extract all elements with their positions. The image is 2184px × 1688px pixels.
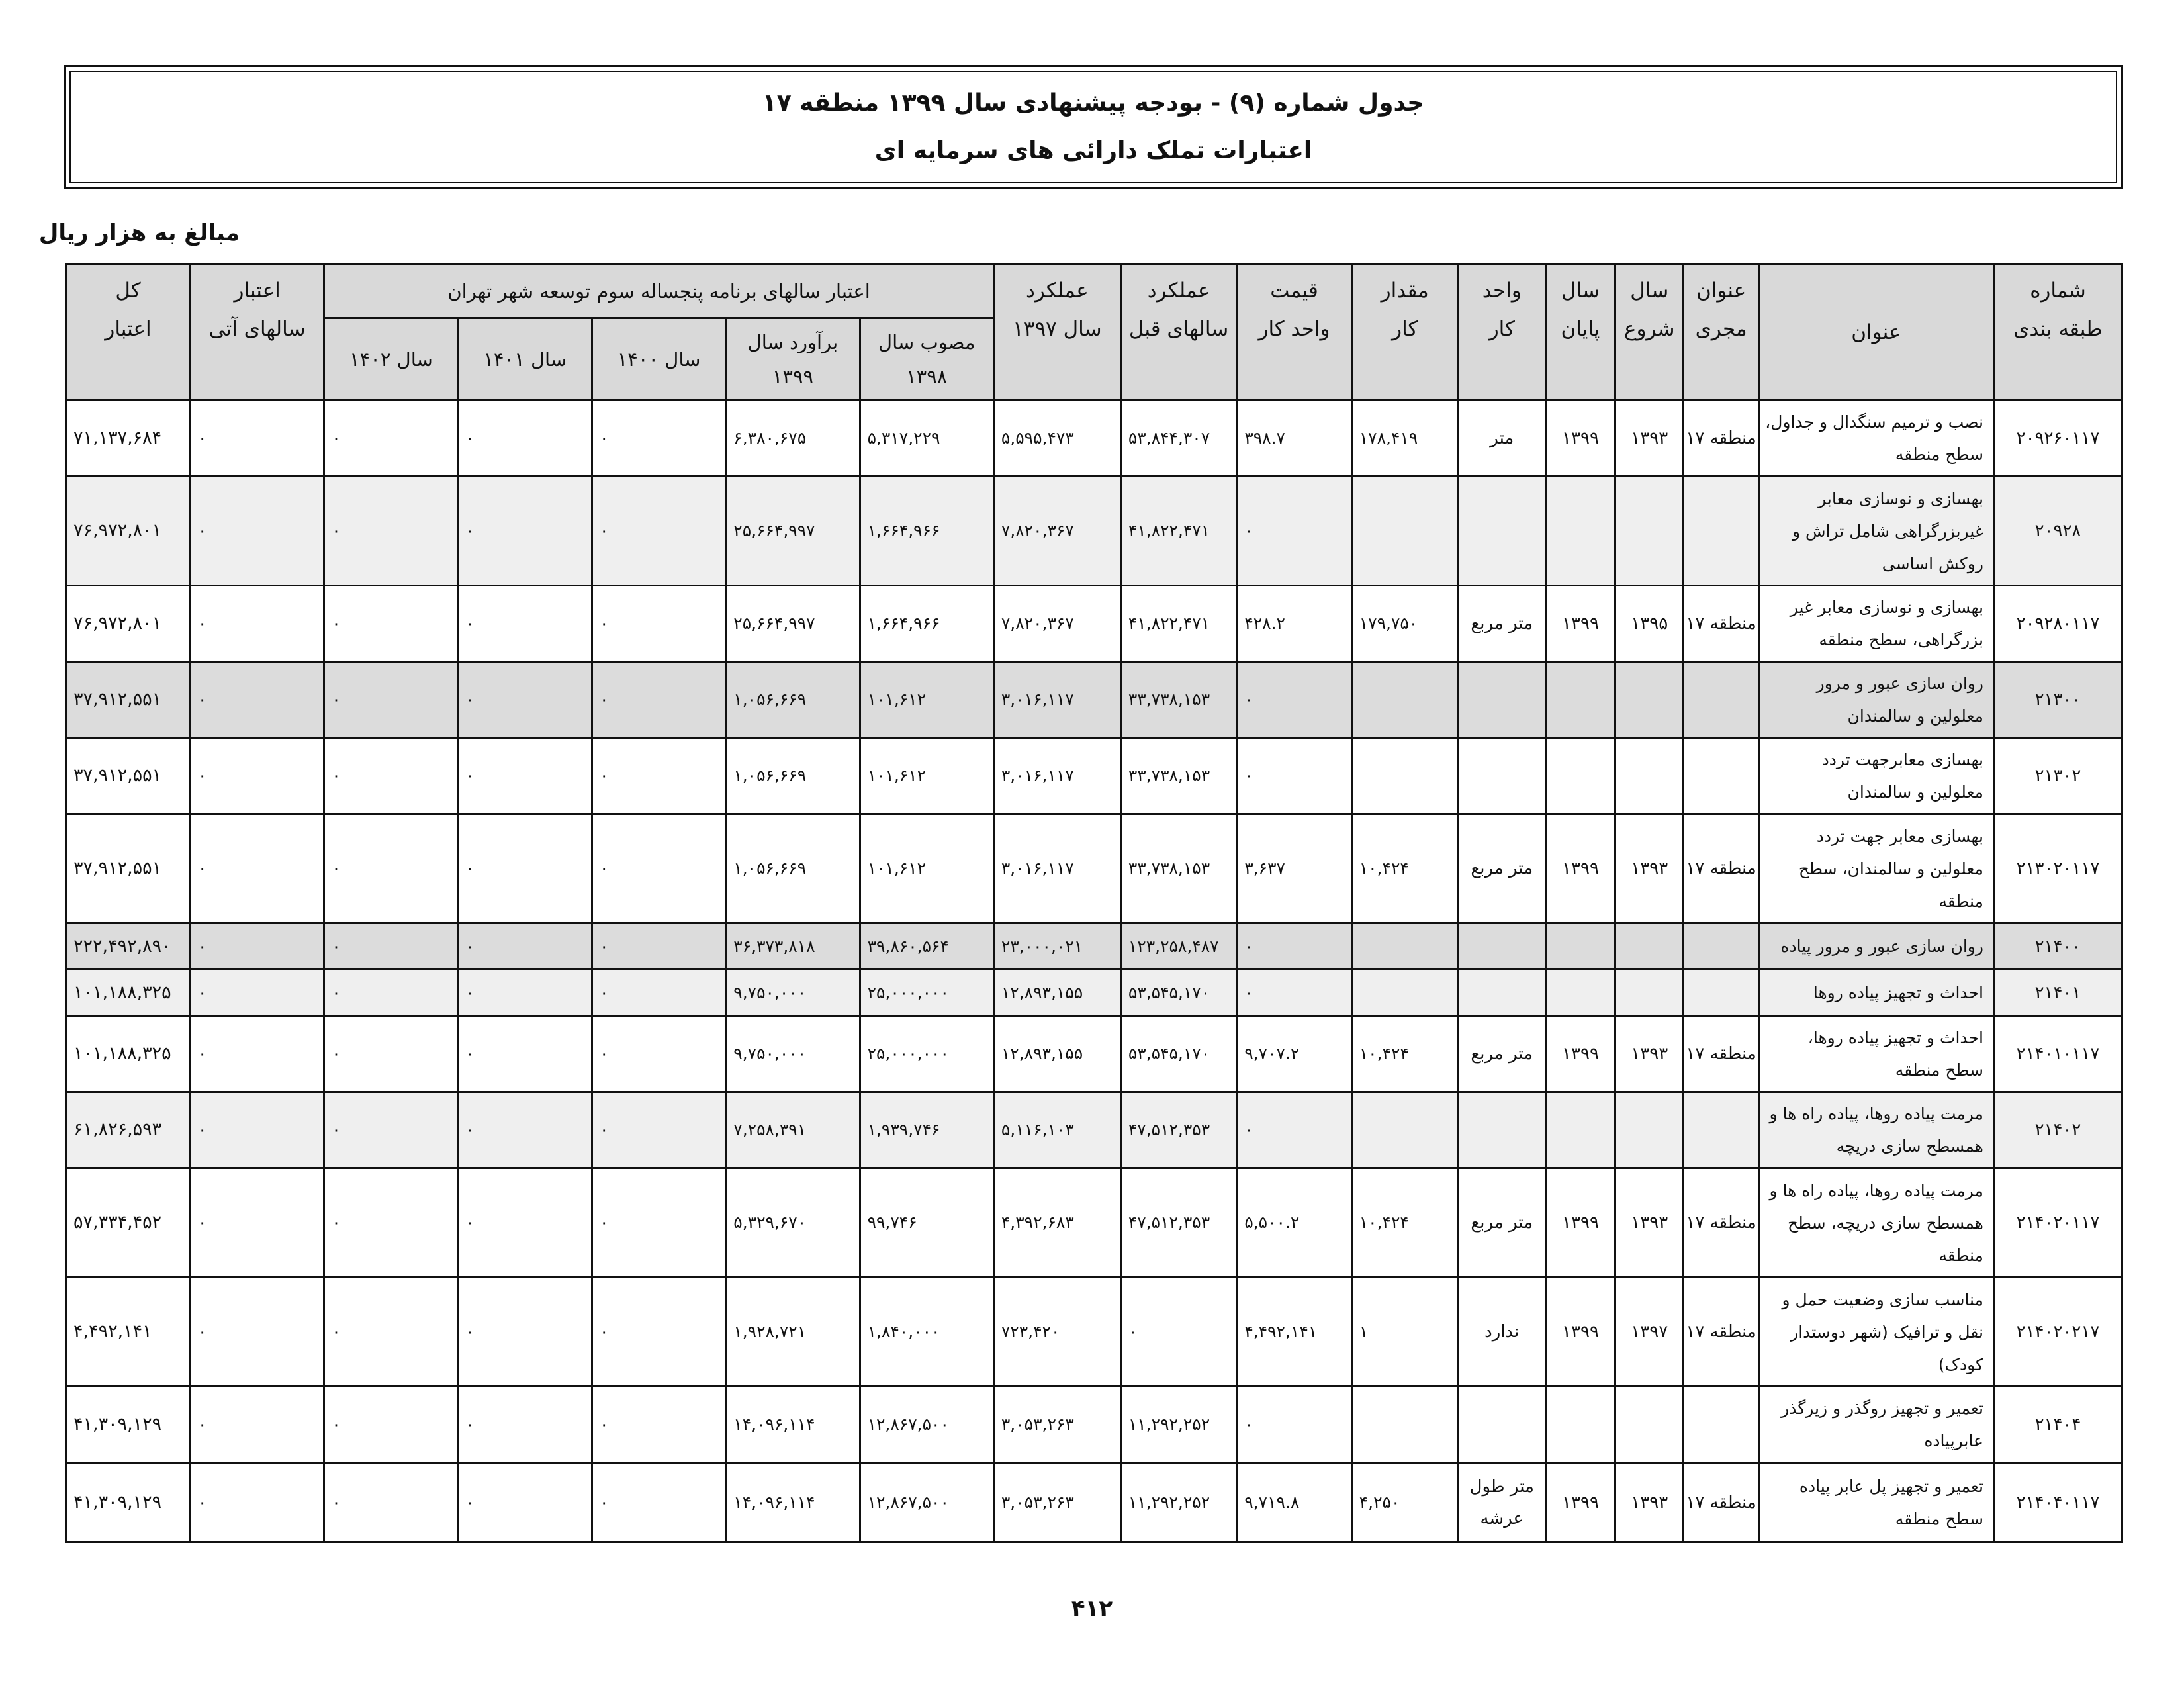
row-quantity: [1351, 1387, 1458, 1463]
row-year-1400: ۰: [592, 1387, 725, 1463]
row-start-year: [1615, 970, 1684, 1016]
header-performance-1397: عملکرد سال ۱۳۹۷: [993, 264, 1120, 400]
row-quantity: [1351, 1092, 1458, 1168]
row-code: ۲۱۴۰۲۰۲۱۷: [1993, 1278, 2122, 1387]
row-quantity: ۱۰,۴۲۴: [1351, 1168, 1458, 1278]
row-performance-1397: ۷,۸۲۰,۳۶۷: [993, 477, 1120, 586]
row-past-performance: ۵۳,۵۴۵,۱۷۰: [1120, 970, 1236, 1016]
row-title: بهسازی معابرجهت تردد معلولین و سالمندان: [1758, 738, 1993, 814]
row-unit-price: ۰: [1237, 923, 1351, 970]
row-performance-1397: ۴,۳۹۲,۶۸۳: [993, 1168, 1120, 1278]
row-end-year: ۱۳۹۹: [1545, 1463, 1615, 1542]
row-approved-1398: ۱۰۱,۶۱۲: [860, 814, 993, 923]
row-approved-1398: ۱,۸۴۰,۰۰۰: [860, 1278, 993, 1387]
row-future-credit: ۰: [191, 477, 324, 586]
row-year-1402: ۰: [324, 477, 458, 586]
row-unit-price: ۹,۷۰۷.۲: [1237, 1016, 1351, 1092]
row-approved-1398: ۹۹,۷۴۶: [860, 1168, 993, 1278]
row-past-performance: ۴۱,۸۲۲,۴۷۱: [1120, 586, 1236, 662]
header-title: عنوان: [1758, 264, 1993, 400]
row-work-unit: متر: [1458, 400, 1545, 477]
row-quantity: ۱۰,۴۲۴: [1351, 814, 1458, 923]
row-code: ۲۱۳۰۲۰۱۱۷: [1993, 814, 2122, 923]
table-row: [66, 400, 2122, 477]
row-quantity: [1351, 923, 1458, 970]
row-executor: [1684, 1387, 1759, 1463]
row-year-1401: ۰: [458, 970, 592, 1016]
row-end-year: ۱۳۹۹: [1545, 814, 1615, 923]
row-year-1402: ۰: [324, 814, 458, 923]
row-future-credit: ۰: [191, 970, 324, 1016]
row-executor: [1684, 738, 1759, 814]
row-past-performance: ۳۳,۷۳۸,۱۵۳: [1120, 662, 1236, 738]
row-year-1402: ۰: [324, 586, 458, 662]
budget-table: [65, 263, 2123, 1543]
row-estimate-1399: ۹,۷۵۰,۰۰۰: [726, 970, 860, 1016]
row-quantity: ۴,۲۵۰: [1351, 1463, 1458, 1542]
row-approved-1398: ۳۹,۸۶۰,۵۶۴: [860, 923, 993, 970]
row-year-1400: ۰: [592, 970, 725, 1016]
header-executor: عنوان مجری: [1684, 264, 1759, 400]
row-code: ۲۰۹۲۶۰۱۱۷: [1993, 400, 2122, 477]
row-end-year: ۱۳۹۹: [1545, 1168, 1615, 1278]
row-end-year: ۱۳۹۹: [1545, 1016, 1615, 1092]
row-year-1401: ۰: [458, 1387, 592, 1463]
row-total-credit: ۴,۴۹۲,۱۴۱: [66, 1278, 191, 1387]
row-approved-1398: ۲۵,۰۰۰,۰۰۰: [860, 1016, 993, 1092]
row-title: مرمت پیاده روها، پیاده راه ها و همسطح سازی دریچه: [1758, 1092, 1993, 1168]
row-past-performance: ۱۲۳,۲۵۸,۴۸۷: [1120, 923, 1236, 970]
row-performance-1397: ۱۲,۸۹۳,۱۵۵: [993, 970, 1120, 1016]
row-end-year: [1545, 923, 1615, 970]
row-performance-1397: ۲۳,۰۰۰,۰۲۱: [993, 923, 1120, 970]
row-work-unit: متر طول عرشه: [1458, 1463, 1545, 1542]
row-work-unit: [1458, 1092, 1545, 1168]
row-unit-price: ۹,۷۱۹.۸: [1237, 1463, 1351, 1542]
row-total-credit: ۷۱,۱۳۷,۶۸۴: [66, 400, 191, 477]
table-body: [66, 400, 2122, 1542]
row-end-year: [1545, 970, 1615, 1016]
table-row: [66, 738, 2122, 814]
row-performance-1397: ۳,۰۱۶,۱۱۷: [993, 814, 1120, 923]
row-estimate-1399: ۳۶,۳۷۳,۸۱۸: [726, 923, 860, 970]
row-start-year: [1615, 662, 1684, 738]
row-performance-1397: ۵,۵۹۵,۴۷۳: [993, 400, 1120, 477]
row-approved-1398: ۱,۶۶۴,۹۶۶: [860, 586, 993, 662]
row-year-1400: ۰: [592, 1168, 725, 1278]
row-year-1402: ۰: [324, 970, 458, 1016]
table-row: [66, 970, 2122, 1016]
row-title: مرمت پیاده روها، پیاده راه ها و همسطح سازی دریچه، سطح منطقه: [1758, 1168, 1993, 1278]
row-year-1402: ۰: [324, 662, 458, 738]
row-year-1402: ۰: [324, 923, 458, 970]
row-title: روان سازی عبور و مرور معلولین و سالمندان: [1758, 662, 1993, 738]
row-total-credit: ۲۲۲,۴۹۲,۸۹۰: [66, 923, 191, 970]
row-total-credit: ۳۷,۹۱۲,۵۵۱: [66, 662, 191, 738]
row-end-year: ۱۳۹۹: [1545, 586, 1615, 662]
row-unit-price: ۰: [1237, 1092, 1351, 1168]
table-row: [66, 1278, 2122, 1387]
table-row: [66, 1168, 2122, 1278]
row-year-1401: ۰: [458, 1278, 592, 1387]
row-future-credit: ۰: [191, 1092, 324, 1168]
row-end-year: [1545, 1387, 1615, 1463]
row-future-credit: ۰: [191, 814, 324, 923]
row-year-1400: ۰: [592, 1463, 725, 1542]
units-note: مبالغ به هزار ریال: [38, 220, 240, 246]
row-year-1400: ۰: [592, 738, 725, 814]
row-approved-1398: ۱۰۱,۶۱۲: [860, 738, 993, 814]
row-total-credit: ۴۱,۳۰۹,۱۲۹: [66, 1463, 191, 1542]
row-code: ۲۱۳۰۰: [1993, 662, 2122, 738]
row-year-1400: ۰: [592, 662, 725, 738]
row-past-performance: ۳۳,۷۳۸,۱۵۳: [1120, 738, 1236, 814]
row-estimate-1399: ۱,۰۵۶,۶۶۹: [726, 662, 860, 738]
table-row: [66, 662, 2122, 738]
row-year-1402: ۰: [324, 1387, 458, 1463]
header-end-year: سال پایان: [1545, 264, 1615, 400]
header-unit-price: قیمت واحد کار: [1237, 264, 1351, 400]
table-row: [66, 1387, 2122, 1463]
header-total-credit: کل اعتبار: [66, 264, 191, 400]
row-year-1401: ۰: [458, 738, 592, 814]
row-unit-price: ۰: [1237, 477, 1351, 586]
row-performance-1397: ۱۲,۸۹۳,۱۵۵: [993, 1016, 1120, 1092]
row-year-1401: ۰: [458, 1092, 592, 1168]
row-title: بهسازی و نوسازی معابر غیر بزرگراهی، سطح منطقه: [1758, 586, 1993, 662]
header-future-credit: اعتبار سالهای آتی: [191, 264, 324, 400]
row-year-1401: ۰: [458, 400, 592, 477]
row-future-credit: ۰: [191, 586, 324, 662]
row-estimate-1399: ۱۴,۰۹۶,۱۱۴: [726, 1387, 860, 1463]
row-year-1402: ۰: [324, 738, 458, 814]
row-unit-price: ۰: [1237, 738, 1351, 814]
row-approved-1398: ۱۲,۸۶۷,۵۰۰: [860, 1463, 993, 1542]
row-start-year: [1615, 923, 1684, 970]
row-unit-price: ۰: [1237, 970, 1351, 1016]
row-future-credit: ۰: [191, 1387, 324, 1463]
row-approved-1398: ۱۲,۸۶۷,۵۰۰: [860, 1387, 993, 1463]
row-title: نصب و ترمیم سنگدال و جداول، سطح منطقه: [1758, 400, 1993, 477]
row-code: ۲۱۳۰۲: [1993, 738, 2122, 814]
row-quantity: [1351, 477, 1458, 586]
row-performance-1397: ۳,۰۵۳,۲۶۳: [993, 1463, 1120, 1542]
row-executor: منطقه ۱۷: [1684, 586, 1759, 662]
row-year-1401: ۰: [458, 1168, 592, 1278]
row-past-performance: ۴۷,۵۱۲,۳۵۳: [1120, 1168, 1236, 1278]
row-start-year: [1615, 738, 1684, 814]
row-total-credit: ۴۱,۳۰۹,۱۲۹: [66, 1387, 191, 1463]
row-quantity: ۱۰,۴۲۴: [1351, 1016, 1458, 1092]
row-estimate-1399: ۷,۲۵۸,۳۹۱: [726, 1092, 860, 1168]
row-code: ۲۱۴۰۱۰۱۱۷: [1993, 1016, 2122, 1092]
row-year-1402: ۰: [324, 400, 458, 477]
row-start-year: ۱۳۹۳: [1615, 814, 1684, 923]
header-past-performance: عملکرد سالهای قبل: [1120, 264, 1236, 400]
row-approved-1398: ۱,۶۶۴,۹۶۶: [860, 477, 993, 586]
row-start-year: ۱۳۹۷: [1615, 1278, 1684, 1387]
row-code: ۲۱۴۰۰: [1993, 923, 2122, 970]
row-approved-1398: ۱۰۱,۶۱۲: [860, 662, 993, 738]
row-start-year: [1615, 1387, 1684, 1463]
row-year-1401: ۰: [458, 1463, 592, 1542]
row-executor: منطقه ۱۷: [1684, 400, 1759, 477]
row-quantity: ۱: [1351, 1278, 1458, 1387]
row-work-unit: ندارد: [1458, 1278, 1545, 1387]
row-future-credit: ۰: [191, 1016, 324, 1092]
row-performance-1397: ۳,۰۱۶,۱۱۷: [993, 738, 1120, 814]
row-start-year: ۱۳۹۳: [1615, 400, 1684, 477]
row-total-credit: ۶۱,۸۲۶,۵۹۳: [66, 1092, 191, 1168]
row-title: تعمیر و تجهیز پل عابر پیاده سطح منطقه: [1758, 1463, 1993, 1542]
row-title: تعمیر و تجهیز روگذر و زیرگذر عابرپیاده: [1758, 1387, 1993, 1463]
row-quantity: ۱۷۸,۴۱۹: [1351, 400, 1458, 477]
row-executor: منطقه ۱۷: [1684, 1168, 1759, 1278]
row-executor: [1684, 662, 1759, 738]
table-title: جدول شماره (۹) - بودجه پیشنهادی سال ۱۳۹۹ منطقه ۱۷: [762, 89, 1425, 117]
row-year-1401: ۰: [458, 586, 592, 662]
row-future-credit: ۰: [191, 662, 324, 738]
row-work-unit: متر مربع: [1458, 586, 1545, 662]
row-end-year: ۱۳۹۹: [1545, 1278, 1615, 1387]
row-quantity: [1351, 662, 1458, 738]
header-estimate-1399: برآورد سال ۱۳۹۹: [726, 318, 860, 400]
row-unit-price: ۵,۵۰۰.۲: [1237, 1168, 1351, 1278]
row-year-1400: ۰: [592, 586, 725, 662]
row-code: ۲۰۹۲۸۰۱۱۷: [1993, 586, 2122, 662]
row-title: بهسازی و نوسازی معابر غیربزرگراهی شامل تراش و روکش اساسی: [1758, 477, 1993, 586]
row-unit-price: ۴,۴۹۲,۱۴۱: [1237, 1278, 1351, 1387]
row-year-1400: ۰: [592, 1016, 725, 1092]
header-year-1400: سال ۱۴۰۰: [592, 318, 725, 400]
header-work-unit: واحد کار: [1458, 264, 1545, 400]
row-future-credit: ۰: [191, 400, 324, 477]
row-year-1402: ۰: [324, 1168, 458, 1278]
row-year-1400: ۰: [592, 923, 725, 970]
row-estimate-1399: ۵,۳۲۹,۶۷۰: [726, 1168, 860, 1278]
table-row: [66, 1016, 2122, 1092]
row-past-performance: ۰: [1120, 1278, 1236, 1387]
row-title: بهسازی معابر جهت تردد معلولین و سالمندان، سطح منطقه: [1758, 814, 1993, 923]
row-year-1401: ۰: [458, 1016, 592, 1092]
row-future-credit: ۰: [191, 1168, 324, 1278]
header-quantity: مقدار کار: [1351, 264, 1458, 400]
row-work-unit: [1458, 970, 1545, 1016]
row-future-credit: ۰: [191, 923, 324, 970]
table-subtitle: اعتبارات تملک دارائی های سرمایه ای: [874, 137, 1312, 164]
row-future-credit: ۰: [191, 738, 324, 814]
row-total-credit: ۱۰۱,۱۸۸,۳۲۵: [66, 970, 191, 1016]
row-executor: منطقه ۱۷: [1684, 1278, 1759, 1387]
row-estimate-1399: ۶,۳۸۰,۶۷۵: [726, 400, 860, 477]
row-estimate-1399: ۱,۰۵۶,۶۶۹: [726, 738, 860, 814]
row-total-credit: ۷۶,۹۷۲,۸۰۱: [66, 477, 191, 586]
row-total-credit: ۳۷,۹۱۲,۵۵۱: [66, 738, 191, 814]
row-year-1400: ۰: [592, 1278, 725, 1387]
row-estimate-1399: ۱,۹۲۸,۷۲۱: [726, 1278, 860, 1387]
header-plan-group: اعتبار سالهای برنامه پنجساله سوم توسعه شهر تهران: [324, 264, 994, 318]
row-total-credit: ۷۶,۹۷۲,۸۰۱: [66, 586, 191, 662]
row-year-1401: ۰: [458, 923, 592, 970]
row-approved-1398: ۱,۹۳۹,۷۴۶: [860, 1092, 993, 1168]
row-unit-price: ۰: [1237, 1387, 1351, 1463]
row-past-performance: ۳۳,۷۳۸,۱۵۳: [1120, 814, 1236, 923]
row-approved-1398: ۵,۳۱۷,۲۲۹: [860, 400, 993, 477]
page-number: ۴۱۲: [1071, 1595, 1113, 1622]
row-estimate-1399: ۹,۷۵۰,۰۰۰: [726, 1016, 860, 1092]
row-total-credit: ۱۰۱,۱۸۸,۳۲۵: [66, 1016, 191, 1092]
row-title: احداث و تجهیز پیاده روها: [1758, 970, 1993, 1016]
row-total-credit: ۵۷,۳۳۴,۴۵۲: [66, 1168, 191, 1278]
row-executor: منطقه ۱۷: [1684, 1016, 1759, 1092]
row-performance-1397: ۳,۰۵۳,۲۶۳: [993, 1387, 1120, 1463]
row-end-year: [1545, 477, 1615, 586]
row-performance-1397: ۳,۰۱۶,۱۱۷: [993, 662, 1120, 738]
row-future-credit: ۰: [191, 1278, 324, 1387]
row-code: ۲۱۴۰۲۰۱۱۷: [1993, 1168, 2122, 1278]
row-year-1402: ۰: [324, 1463, 458, 1542]
row-executor: [1684, 477, 1759, 586]
row-estimate-1399: ۱۴,۰۹۶,۱۱۴: [726, 1463, 860, 1542]
row-code: ۲۱۴۰۲: [1993, 1092, 2122, 1168]
row-estimate-1399: ۲۵,۶۶۴,۹۹۷: [726, 477, 860, 586]
row-work-unit: [1458, 662, 1545, 738]
row-performance-1397: ۷۲۳,۴۲۰: [993, 1278, 1120, 1387]
row-past-performance: ۵۳,۵۴۵,۱۷۰: [1120, 1016, 1236, 1092]
row-approved-1398: ۲۵,۰۰۰,۰۰۰: [860, 970, 993, 1016]
row-work-unit: [1458, 923, 1545, 970]
row-code: ۲۱۴۰۴۰۱۱۷: [1993, 1463, 2122, 1542]
row-performance-1397: ۷,۸۲۰,۳۶۷: [993, 586, 1120, 662]
row-work-unit: [1458, 1387, 1545, 1463]
row-past-performance: ۵۳,۸۴۴,۳۰۷: [1120, 400, 1236, 477]
row-start-year: ۱۳۹۳: [1615, 1463, 1684, 1542]
row-past-performance: ۴۱,۸۲۲,۴۷۱: [1120, 477, 1236, 586]
row-unit-price: ۳۹۸.۷: [1237, 400, 1351, 477]
row-unit-price: ۰: [1237, 662, 1351, 738]
row-estimate-1399: ۲۵,۶۶۴,۹۹۷: [726, 586, 860, 662]
row-year-1400: ۰: [592, 814, 725, 923]
row-code: ۲۰۹۲۸: [1993, 477, 2122, 586]
row-executor: [1684, 923, 1759, 970]
row-year-1401: ۰: [458, 662, 592, 738]
table-row: [66, 1463, 2122, 1542]
row-title: روان سازی عبور و مرور پیاده: [1758, 923, 1993, 970]
row-code: ۲۱۴۰۱: [1993, 970, 2122, 1016]
row-past-performance: ۱۱,۲۹۲,۲۵۲: [1120, 1463, 1236, 1542]
title-box: [64, 65, 2123, 189]
row-quantity: [1351, 738, 1458, 814]
header-year-1402: سال ۱۴۰۲: [324, 318, 458, 400]
row-executor: [1684, 1092, 1759, 1168]
row-year-1400: ۰: [592, 1092, 725, 1168]
row-start-year: ۱۳۹۳: [1615, 1016, 1684, 1092]
row-performance-1397: ۵,۱۱۶,۱۰۳: [993, 1092, 1120, 1168]
row-start-year: ۱۳۹۵: [1615, 586, 1684, 662]
row-end-year: ۱۳۹۹: [1545, 400, 1615, 477]
row-unit-price: ۴۲۸.۲: [1237, 586, 1351, 662]
row-year-1401: ۰: [458, 477, 592, 586]
row-executor: [1684, 970, 1759, 1016]
table-row: [66, 477, 2122, 586]
row-end-year: [1545, 738, 1615, 814]
row-end-year: [1545, 1092, 1615, 1168]
row-end-year: [1545, 662, 1615, 738]
row-quantity: ۱۷۹,۷۵۰: [1351, 586, 1458, 662]
row-work-unit: متر مربع: [1458, 1016, 1545, 1092]
header-code: شماره طبقه بندی: [1993, 264, 2122, 400]
row-executor: منطقه ۱۷: [1684, 1463, 1759, 1542]
row-future-credit: ۰: [191, 1463, 324, 1542]
row-title: احداث و تجهیز پیاده روها، سطح منطقه: [1758, 1016, 1993, 1092]
row-work-unit: [1458, 738, 1545, 814]
row-past-performance: ۱۱,۲۹۲,۲۵۲: [1120, 1387, 1236, 1463]
row-work-unit: متر مربع: [1458, 814, 1545, 923]
row-quantity: [1351, 970, 1458, 1016]
row-title: مناسب سازی وضعیت حمل و نقل و ترافیک (شهر دوستدار کودک): [1758, 1278, 1993, 1387]
header-approved-1398: مصوب سال ۱۳۹۸: [860, 318, 993, 400]
table-row: [66, 814, 2122, 923]
row-year-1402: ۰: [324, 1016, 458, 1092]
table-row: [66, 1092, 2122, 1168]
row-executor: منطقه ۱۷: [1684, 814, 1759, 923]
row-year-1400: ۰: [592, 477, 725, 586]
row-year-1402: ۰: [324, 1092, 458, 1168]
row-work-unit: [1458, 477, 1545, 586]
row-start-year: [1615, 477, 1684, 586]
row-total-credit: ۳۷,۹۱۲,۵۵۱: [66, 814, 191, 923]
row-year-1400: ۰: [592, 400, 725, 477]
row-year-1402: ۰: [324, 1278, 458, 1387]
row-unit-price: ۳,۶۳۷: [1237, 814, 1351, 923]
row-start-year: [1615, 1092, 1684, 1168]
row-past-performance: ۴۷,۵۱۲,۳۵۳: [1120, 1092, 1236, 1168]
table-row: [66, 586, 2122, 662]
row-start-year: ۱۳۹۳: [1615, 1168, 1684, 1278]
row-work-unit: متر مربع: [1458, 1168, 1545, 1278]
row-estimate-1399: ۱,۰۵۶,۶۶۹: [726, 814, 860, 923]
header-start-year: سال شروع: [1615, 264, 1684, 400]
table-row: [66, 923, 2122, 970]
row-code: ۲۱۴۰۴: [1993, 1387, 2122, 1463]
row-year-1401: ۰: [458, 814, 592, 923]
header-year-1401: سال ۱۴۰۱: [458, 318, 592, 400]
